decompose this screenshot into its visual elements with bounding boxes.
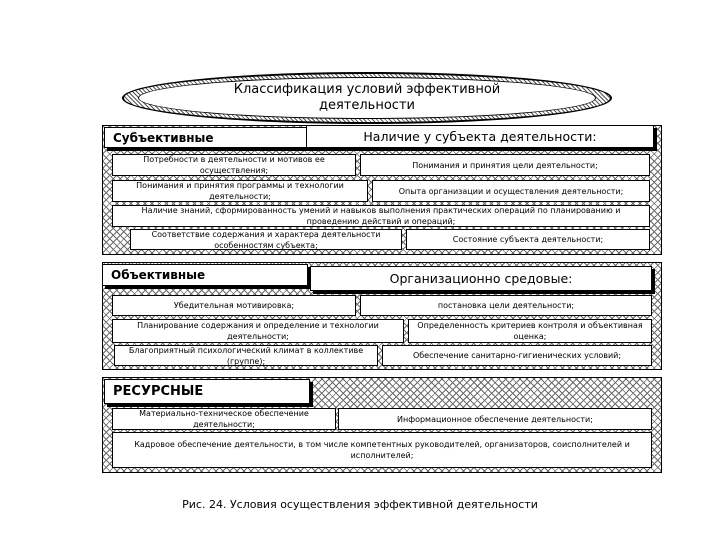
resource-cell-3: Кадровое обеспечение деятельности, в том числе компетентных руководителей, организаторов, соисполнителей и исполнителей; <box>112 432 652 468</box>
subjective-label: Субъективные <box>104 127 309 148</box>
objective-cell-3: Планирование содержания и определение и технологии деятельности; <box>112 319 404 343</box>
subjective-cell-5: Наличие знаний, сформированность умений и навыков выполнения практических операций по планированию и проведению действий и операций; <box>112 205 650 227</box>
subjective-cell-1: Потребности в деятельности и мотивов ее осуществления; <box>112 154 356 176</box>
diagram-title: Классификация условий эффективной деятельности <box>138 77 596 119</box>
objective-cell-5: Благоприятный психологический климат в коллективе (группе); <box>114 345 378 366</box>
figure-caption: Рис. 24. Условия осуществления эффективной деятельности <box>182 498 538 511</box>
subjective-heading: Наличие у субъекта деятельности: <box>306 125 654 148</box>
subjective-cell-4: Опыта организации и осуществления деятельности; <box>372 180 650 202</box>
resource-cell-1: Материально-техническое обеспечение деятельности; <box>112 408 336 430</box>
objective-label: Объективные <box>102 264 308 286</box>
objective-cell-1: Убедительная мотивировка; <box>112 295 356 316</box>
subjective-cell-7: Состояние субъекта деятельности; <box>406 229 650 250</box>
resource-cell-2: Информационное обеспечение деятельности; <box>338 408 652 430</box>
objective-heading: Организационно средовые: <box>310 266 652 291</box>
objective-cell-4: Определенность критериев контроля и объективная оценка; <box>408 319 652 343</box>
subjective-cell-3: Понимания и принятия программы и технологии деятельности; <box>112 180 368 202</box>
objective-cell-6: Обеспечение санитарно-гигиенических условий; <box>382 345 652 366</box>
subjective-cell-2: Понимания и принятия цели деятельности; <box>360 154 650 176</box>
resource-label: РЕСУРСНЫЕ <box>104 379 310 404</box>
subjective-cell-6: Соответствие содержания и характера деятельности особенностям субъекта; <box>130 229 402 250</box>
objective-cell-2: постановка цели деятельности; <box>360 295 652 316</box>
